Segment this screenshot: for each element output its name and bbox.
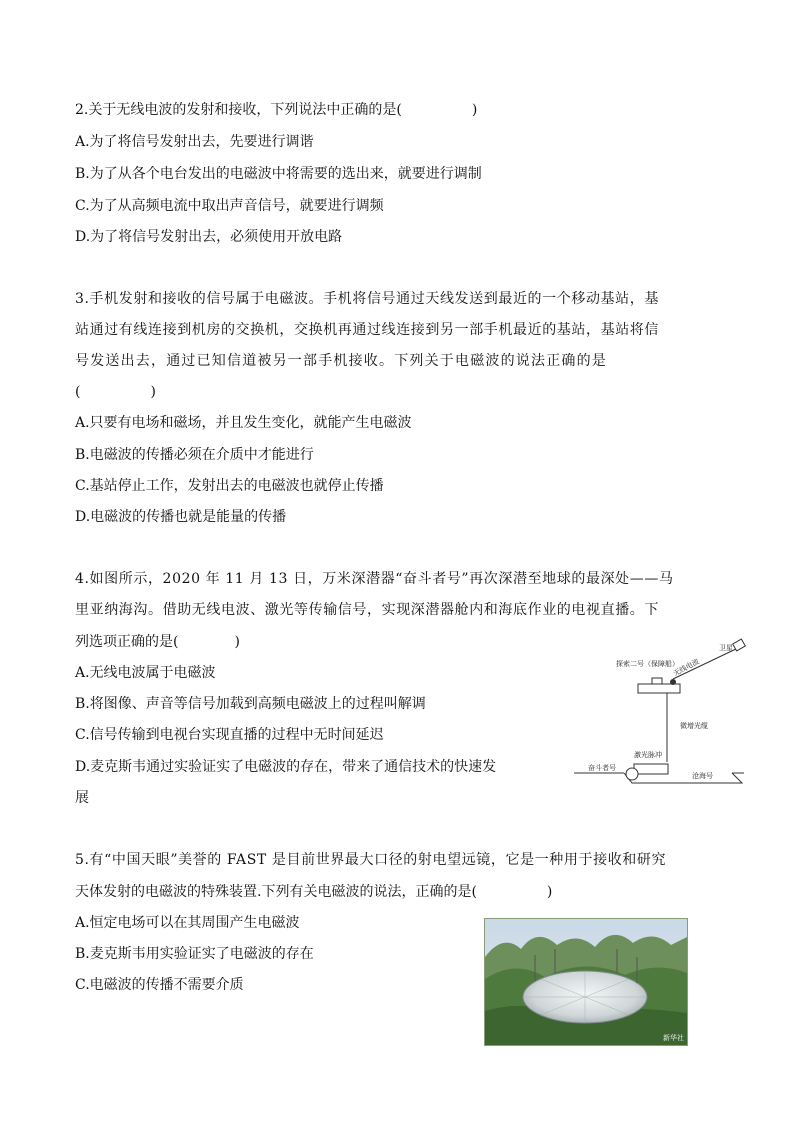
deep-sea-diagram — [572, 636, 747, 792]
q4-option-a: A.无线电波属于电磁波 — [75, 665, 216, 681]
q2-option-a: A.为了将信号发射出去，先要进行调谐 — [75, 134, 314, 150]
label-ship: 探索二号（保障船） — [616, 660, 679, 668]
q4-stem-line-1: 4.如图所示，2020 年 11 月 13 日，万米深潜器“奋斗者号”再次深潜至地球的最深处——马 — [75, 571, 674, 587]
radio-link-line — [673, 648, 738, 679]
q2-option-b: B.为了从各个电台发出的电磁波中将需要的选出来，就要进行调制 — [75, 166, 482, 182]
q5-option-a: A.恒定电场可以在其周围产生电磁波 — [75, 915, 300, 931]
q3-option-a: A.只要有电场和磁场，并且发生变化，就能产生电磁波 — [75, 415, 412, 431]
label-satellite: 卫星 — [719, 644, 733, 652]
photo-watermark: 新华社 — [663, 1034, 684, 1042]
ship-cabin-icon — [652, 678, 662, 684]
ship-antenna-icon — [670, 679, 676, 685]
q5-option-c: C.电磁波的传播不需要介质 — [75, 977, 244, 993]
q3-option-d: D.电磁波的传播也就是能量的传播 — [75, 509, 287, 525]
submersible-icon — [626, 768, 638, 780]
q5-stem-line-2: 天体发射的电磁波的特殊装置.下列有关电磁波的说法，正确的是( ) — [75, 884, 553, 900]
fast-telescope-photo — [484, 918, 688, 1046]
q4-option-d-wrap: 展 — [75, 790, 89, 806]
label-submersible: 奋斗者号 — [588, 764, 616, 772]
q3-stem-line-2: 站通过有线连接到机房的交换机，交换机再通过线连接到另一部手机最近的基站，基站将信 — [75, 322, 659, 338]
q2-option-d: D.为了将信号发射出去，必须使用开放电路 — [75, 229, 343, 245]
q4-option-b: B.将图像、声音等信号加载到高频电磁波上的过程叫解调 — [75, 696, 426, 712]
label-lander: 沧海号 — [692, 772, 713, 780]
q3-option-c: C.基站停止工作，发射出去的电磁波也就停止传播 — [75, 478, 384, 494]
q3-stem-line-3: 号发送出去，通过已知信道被另一部手机接收。下列关于电磁波的说法正确的是 — [75, 353, 607, 369]
fast-telescope-illustration — [485, 919, 687, 1045]
lander-icon — [634, 764, 668, 774]
q4-option-d: D.麦克斯韦通过实验证实了电磁波的存在，带来了通信技术的快速发 — [75, 759, 497, 775]
q4-stem-line-3: 列选项正确的是( ) — [75, 634, 240, 650]
q3-option-b: B.电磁波的传播必须在介质中才能进行 — [75, 447, 314, 463]
q5-stem-line-1: 5.有“中国天眼”美誉的 FAST 是目前世界最大口径的射电望远镜，它是一种用于接收和研究 — [75, 852, 667, 868]
label-radio-wave: 无线电波 — [672, 657, 701, 678]
q2-option-c: C.为了从高频电流中取出声音信号，就要进行调频 — [75, 198, 384, 214]
q4-option-c: C.信号传输到电视台实现直播的过程中无时间延迟 — [75, 727, 384, 743]
q3-answer-blank: ( ) — [75, 384, 156, 400]
q2-stem: 2.关于无线电波的发射和接收，下列说法中正确的是( ) — [75, 102, 478, 118]
q4-stem-line-2: 里亚纳海沟。借助无线电波、激光等传输信号，实现深潜器舱内和海底作业的电视直播。下 — [75, 602, 659, 618]
label-optical-cable: 微增光缆 — [680, 722, 708, 730]
label-laser-pulse: 激光脉冲 — [634, 751, 662, 759]
q3-stem-line-1: 3.手机发射和接收的信号属于电磁波。手机将信号通过天线发送到最近的一个移动基站，基 — [75, 291, 659, 307]
q5-option-b: B.麦克斯韦用实验证实了电磁波的存在 — [75, 946, 314, 962]
ship-hull-icon — [638, 684, 680, 693]
